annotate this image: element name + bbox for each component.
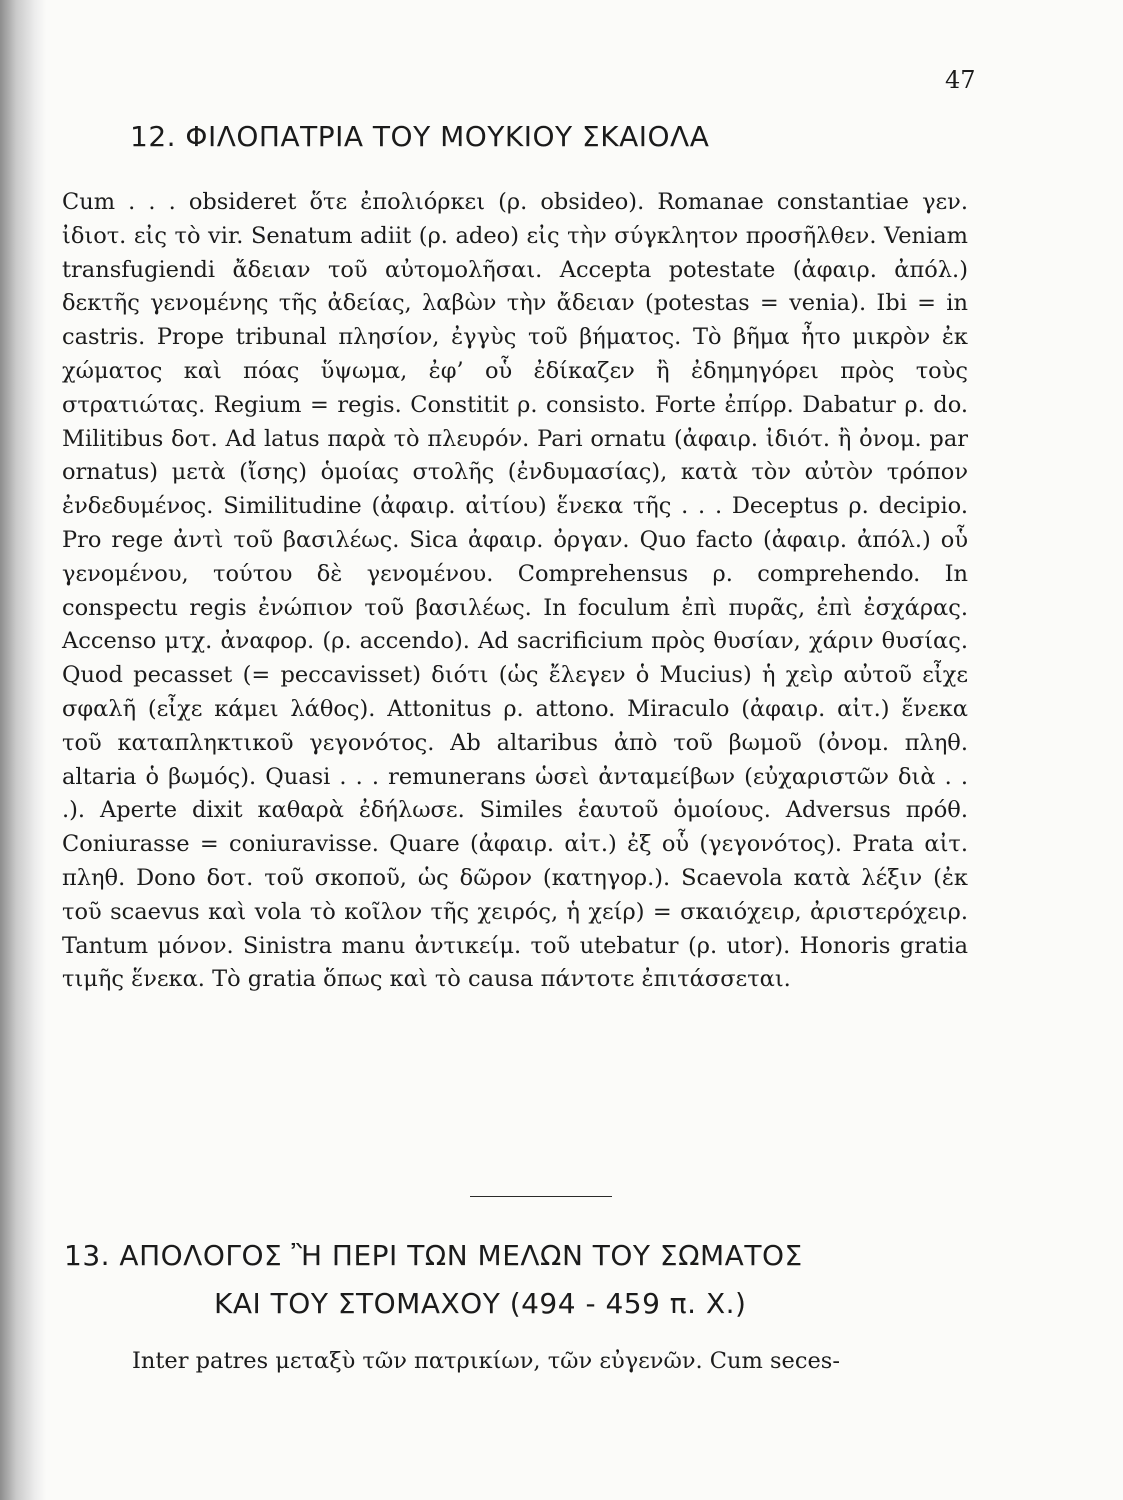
- section-13-heading-line-2: ΚΑΙ ΤΟΥ ΣΤΟΜΑΧΟΥ (494 - 459 π. Χ.): [214, 1287, 747, 1320]
- section-13-heading-line-1: 13. ΑΠΟΛΟΓΟΣ Ἢ ΠΕΡΙ ΤΩΝ ΜΕΛΩΝ ΤΟΥ ΣΩΜΑΤΟΣ: [64, 1239, 803, 1272]
- section-12-text: Cum . . . obsideret ὅτε ἐπολιόρκει (ρ. obsideo). Romanae constantiae γεν. ἰδιοτ. εἰς τὸ vir. Senatum adiit (ρ. adeo) εἰς τὴν σύγκλητον προσῆλθεν. Veniam transfugiendi ἄδειαν τοῦ αὐτομολῆσαι. Accepta potestate (ἀφαιρ. ἀπόλ.) δεκτῆς γενομένης τῆς ἀδείας, λαβὼν τὴν ἄδειαν (potestas = venia). Ibi = in castris. Prope tribunal πλησίον, ἐγγὺς τοῦ βήματος. Τὸ βῆμα ἦτο μικρὸν ἐκ χώματος καὶ πόας ὕψωμα, ἐφ’ οὗ ἐδίκαζεν ἢ ἐδημηγόρει πρὸς τοὺς στρατιώτας. Regium = regis. Constitit ρ. consisto. Forte ἐπίρρ. Dabatur ρ. do. Militibus δοτ. Ad latus παρὰ τὸ πλευρόν. Pari ornatu (ἀφαιρ. ἰδιότ. ἢ ὀνομ. par ornatus) μετὰ (ἴσης) ὁμοίας στολῆς (ἐνδυμασίας), κατὰ τὸν αὐτὸν τρόπον ἐνδεδυμένος. Similitudine (ἀφαιρ. αἰτίου) ἕνεκα τῆς . . . Deceptus ρ. decipio. Pro rege ἀντὶ τοῦ βασιλέως. Sica ἀφαιρ. ὀργαν. Quo facto (ἀφαιρ. ἀπόλ.) οὗ γενομένου, τούτου δὲ γενομένου. Comprehensus ρ. comprehendo. In conspectu regis ἐνώπιον τοῦ βασιλέως. In foculum ἐπὶ πυρᾶς, ἐπὶ ἐσχάρας. Accenso μτχ. ἀναφορ. (ρ. accendo). Ad sacrificium πρὸς θυσίαν, χάριν θυσίας. Quod pecasset (= peccavisset) διότι (ὡς ἔλεγεν ὁ Mucius) ἡ χεὶρ αὐτοῦ εἶχε σφαλῆ (εἶχε κάμει λάθος). Attonitus ρ. attono. Miraculo (ἀφαιρ. αἰτ.) ἕνεκα τοῦ καταπληκτικοῦ γεγονότος. Ab altaribus ἀπὸ τοῦ βωμοῦ (ὀνομ. πληθ. altaria ὁ βωμός). Quasi . . . remunerans ὡσεὶ ἀνταμείβων (εὐχαριστῶν διὰ . . .). Aperte dixit καθαρὰ ἐδήλωσε. Similes ἑαυτοῦ ὁμοίους. Adversus πρόθ. Coniurasse = coniuravisse. Quare (ἀφαιρ. αἰτ.) ἐξ οὗ (γεγονότος). Prata αἰτ. πληθ. Dono δοτ. τοῦ σκοποῦ, ὡς δῶρον (κατηγορ.). Scaevola κατὰ λέξιν (ἐκ τοῦ scaevus καὶ vola τὸ κοῖλον τῆς χειρός, ἡ χείρ) = σκαιόχειρ, ἀριστερόχειρ. Tantum μόνον. Sinistra manu ἀντικείμ. τοῦ utebatur (ρ. utor). Honoris gratia τιμῆς ἕνεκα. Τὸ gratia ὅπως καὶ τὸ causa πάντοτε ἐπιτάσσεται.: [62, 189, 968, 993]
- page-gutter-shadow: [0, 0, 46, 1500]
- page-number: 47: [945, 66, 976, 94]
- section-13-text: Inter patres μεταξὺ τῶν πατρικίων, τῶν εὐγενῶν. Cum seces-: [132, 1348, 840, 1374]
- section-divider-rule: [470, 1196, 612, 1197]
- section-12-heading: 12. ΦΙΛΟΠΑΤΡΙΑ ΤΟΥ ΜΟΥΚΙΟΥ ΣΚΑΙΟΛΑ: [130, 120, 710, 153]
- section-13-heading: [62, 1232, 968, 1328]
